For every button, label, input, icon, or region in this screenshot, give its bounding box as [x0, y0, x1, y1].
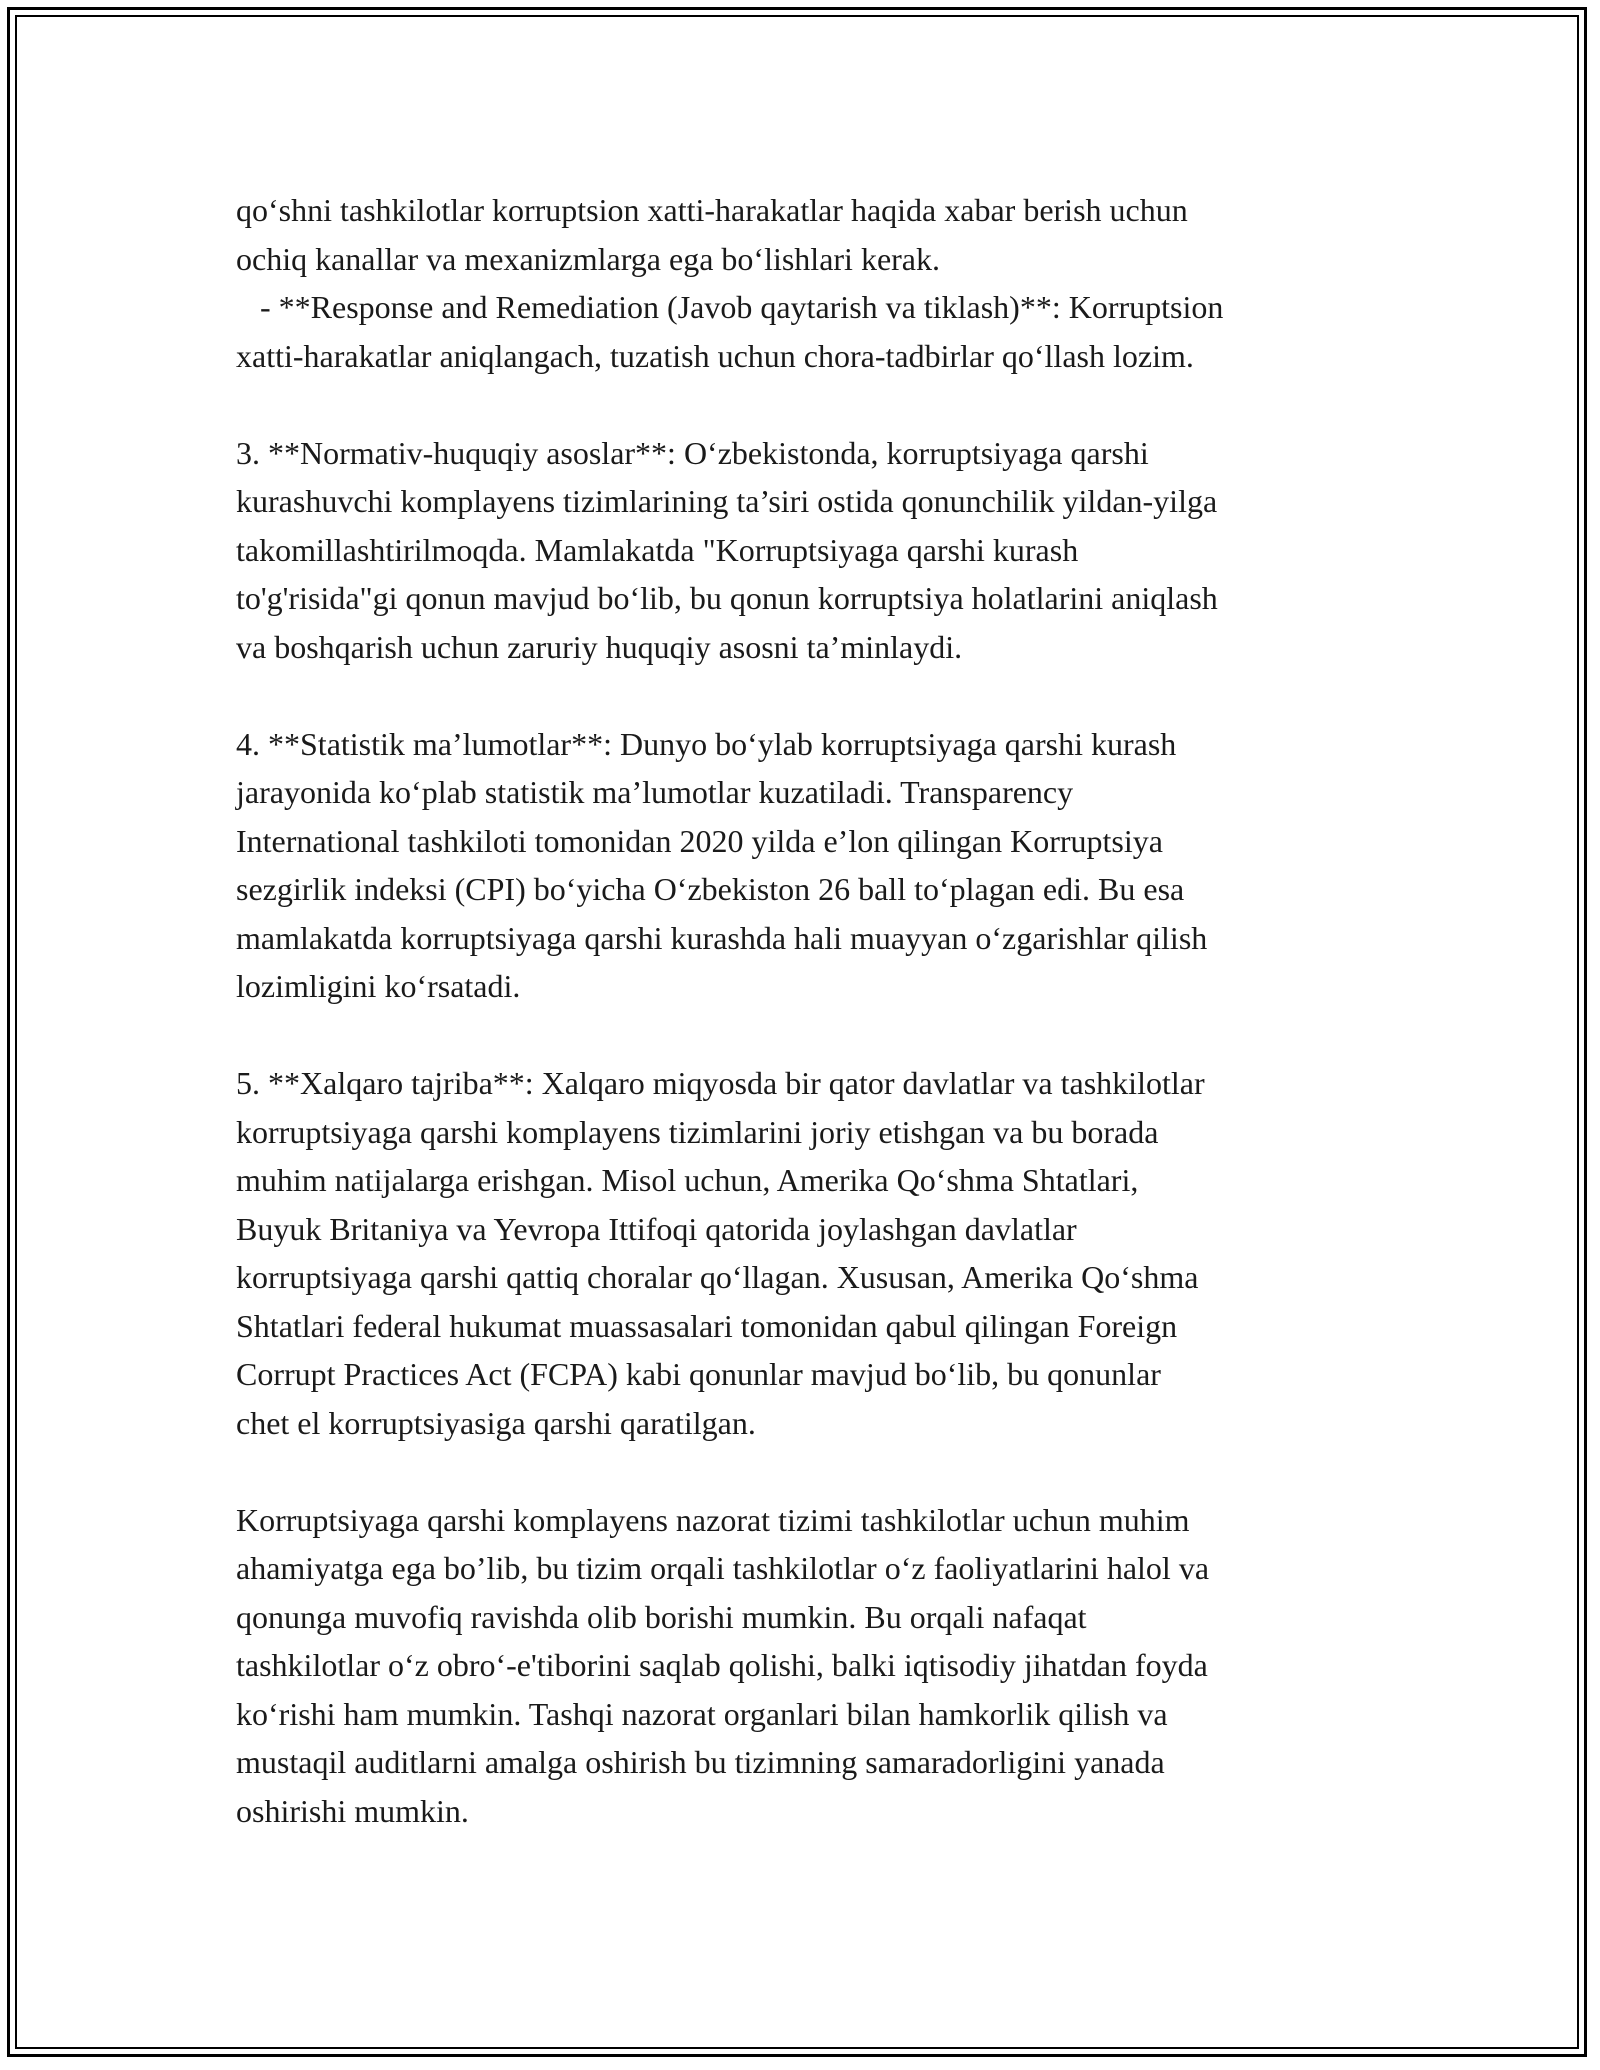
paragraph-response-remediation — [236, 283, 1396, 380]
text-line: - **Response and Remediation (Javob qaytarish va tiklash)**: Korruptsion — [236, 289, 1224, 325]
paragraph-item-3 — [236, 429, 1396, 672]
paragraph-intro-continuation — [236, 186, 1396, 283]
text-line: 3. **Normativ-huquqiy asoslar**: O‘zbekistonda, korruptsiyaga qarshi — [236, 434, 1149, 471]
paragraph-item-5 — [236, 1059, 1396, 1447]
document-body — [236, 186, 1396, 1884]
text-line: lozimligini ko‘rsatadi. — [236, 968, 521, 1004]
text-line: korruptsiyaga qarshi qattiq choralar qo‘llagan. Xususan, Amerika Qo‘shma — [236, 1259, 1199, 1295]
paragraph-conclusion — [236, 1496, 1396, 1836]
text-line: chet el korruptsiyasiga qarshi qaratilgan. — [236, 1404, 756, 1441]
text-line: takomillashtirilmoqda. Mamlakatda "Korruptsiyaga qarshi kurash — [236, 531, 1079, 568]
text-line: muhim natijalarga erishgan. Misol uchun, Amerika Qo‘shma Shtatlari, — [236, 1162, 1139, 1198]
text-line: korruptsiyaga qarshi komplayens tizimlarini joriy etishgan va bu borada — [236, 1113, 1159, 1150]
text-line: qo‘shni tashkilotlar korruptsion xatti-harakatlar haqida xabar berish uchun — [236, 192, 1188, 228]
text-line: 5. **Xalqaro tajriba**: Xalqaro miqyosda bir qator davlatlar va tashkilotlar — [236, 1065, 1205, 1101]
text-line: kurashuvchi komplayens tizimlarining ta’siri ostida qonunchilik yildan-yilga — [236, 483, 1218, 519]
text-line: Buyuk Britaniya va Yevropa Ittifoqi qatorida joylashgan davlatlar — [236, 1210, 1077, 1247]
text-line: qonunga muvofiq ravishda olib borishi mumkin. Bu orqali nafaqat — [236, 1598, 1087, 1635]
text-line: to'g'risida"gi qonun mavjud bo‘lib, bu qonun korruptsiya holatlarini aniqlash — [236, 580, 1218, 616]
text-line: ahamiyatga ega bo’lib, bu tizim orqali tashkilotlar o‘z faoliyatlarini halol va — [236, 1550, 1210, 1586]
paragraph-item-4 — [236, 720, 1396, 1011]
text-line: Corrupt Practices Act (FCPA) kabi qonunlar mavjud bo‘lib, bu qonunlar — [236, 1356, 1161, 1392]
text-line: Korruptsiyaga qarshi komplayens nazorat tizimi tashkilotlar uchun muhim — [236, 1501, 1190, 1538]
text-line: jarayonida ko‘plab statistik ma’lumotlar kuzatiladi. Transparency — [236, 774, 1074, 810]
text-line: tashkilotlar o‘z obro‘-e'tiborini saqlab qolishi, balki iqtisodiy jihatdan foyda — [236, 1647, 1208, 1683]
text-line: oshirishi mumkin. — [236, 1792, 469, 1829]
text-line: va boshqarish uchun zaruriy huquqiy asosni ta’minlaydi. — [236, 628, 963, 665]
text-line: mustaqil auditlarni amalga oshirish bu tizimning samaradorligini yanada — [236, 1744, 1165, 1780]
text-line: ko‘rishi ham mumkin. Tashqi nazorat organlari bilan hamkorlik qilish va — [236, 1695, 1168, 1732]
text-line: xatti-harakatlar aniqlangach, tuzatish uchun chora-tadbirlar qo‘llash lozim. — [236, 337, 1194, 374]
text-line: Shtatlari federal hukumat muassasalari tomonidan qabul qilingan Foreign — [236, 1307, 1178, 1344]
text-line: International tashkiloti tomonidan 2020 yilda e’lon qilingan Korruptsiya — [236, 822, 1163, 859]
text-line: ochiq kanallar va mexanizmlarga ega bo‘lishlari kerak. — [236, 240, 940, 277]
text-line: mamlakatda korruptsiyaga qarshi kurashda hali muayyan o‘zgarishlar qilish — [236, 919, 1208, 956]
text-line: 4. **Statistik ma’lumotlar**: Dunyo bo‘ylab korruptsiyaga qarshi kurash — [236, 725, 1177, 762]
text-line: sezgirlik indeksi (CPI) bo‘yicha O‘zbekiston 26 ball to‘plagan edi. Bu esa — [236, 871, 1185, 907]
